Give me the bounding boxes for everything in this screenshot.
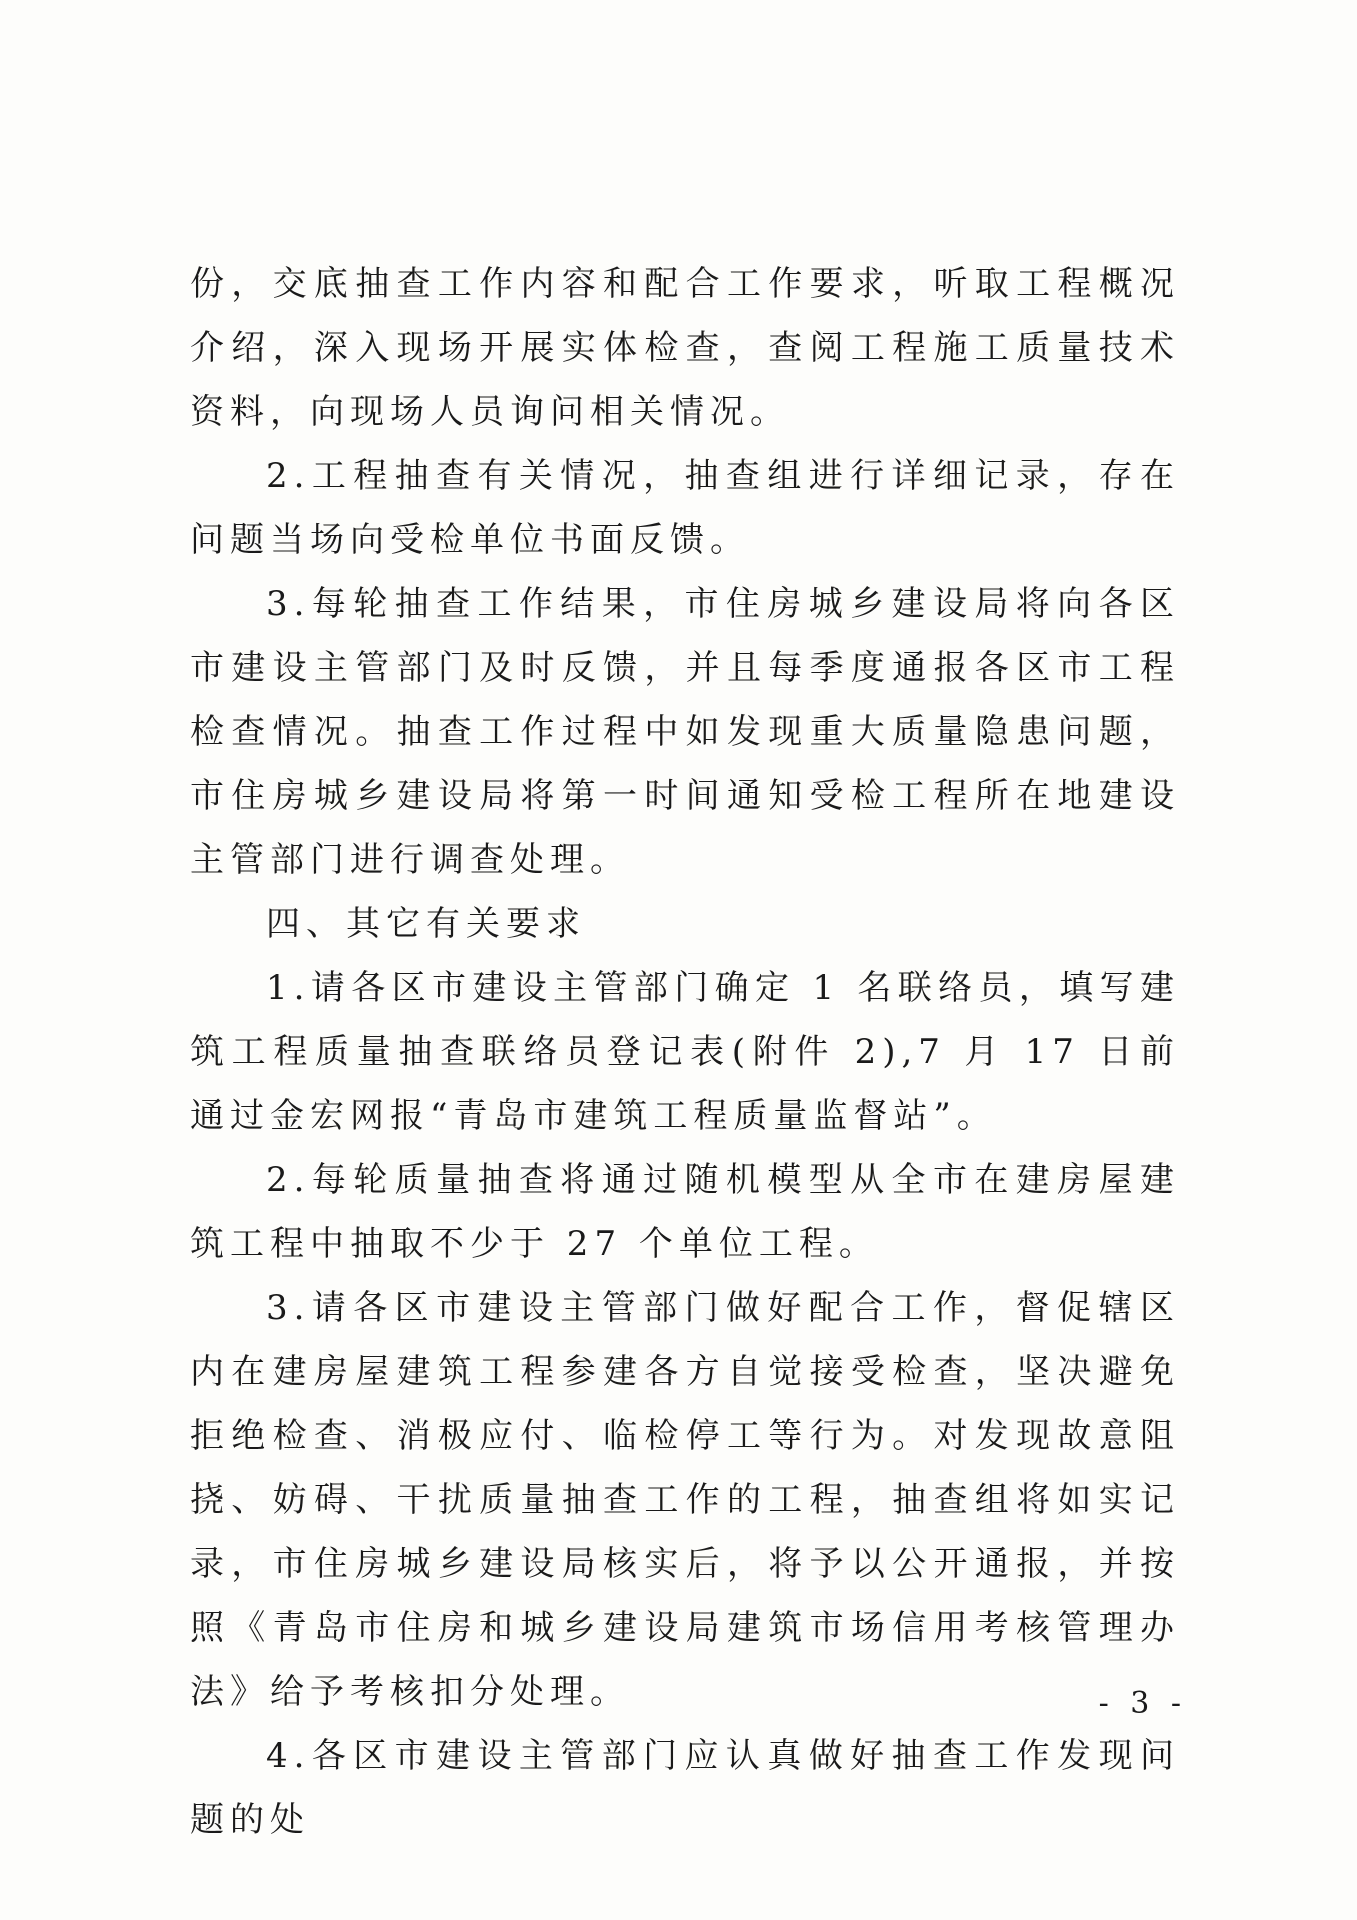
requirement-item-1: 1.请各区市建设主管部门确定 1 名联络员，填写建筑工程质量抽查联络员登记表(附件 2),7 月 17 日前通过金宏网报“青岛市建筑工程质量监督站”。: [190, 968, 1180, 1136]
paragraph-item-3: 3.每轮抽查工作结果，市住房城乡建设局将向各区市建设主管部门及时反馈，并且每季度通报各区市工程检查情况。抽查工作过程中如发现重大质量隐患问题，市住房城乡建设局将第一时间通知受检工程所在地建设主管部门进行调查处理。: [190, 584, 1180, 880]
requirement-item-4: 4.各区市建设主管部门应认真做好抽查工作发现问题的处: [190, 1736, 1180, 1840]
section-heading: 四、其它有关要求: [266, 904, 586, 944]
requirement-item-3: 3.请各区市建设主管部门做好配合工作，督促辖区内在建房屋建筑工程参建各方自觉接受检查，坚决避免拒绝检查、消极应付、临检停工等行为。对发现故意阻挠、妨碍、干扰质量抽查工作的工程，抽查组将如实记录，市住房城乡建设局核实后，将予以公开通报，并按照《青岛市住房和城乡建设局建筑市场信用考核管理办法》给予考核扣分处理。: [190, 1288, 1180, 1712]
paragraph-continuation: 份，交底抽查工作内容和配合工作要求，听取工程概况介绍，深入现场开展实体检查，查阅工程施工质量技术资料，向现场人员询问相关情况。: [190, 264, 1180, 432]
document-body: [190, 252, 1180, 1852]
paragraph-item-2: 2.工程抽查有关情况，抽查组进行详细记录，存在问题当场向受检单位书面反馈。: [190, 456, 1180, 560]
requirement-item-2: 2.每轮质量抽查将通过随机模型从全市在建房屋建筑工程中抽取不少于 27 个单位工程。: [190, 1160, 1180, 1264]
page-number: - 3 -: [1098, 1686, 1187, 1721]
